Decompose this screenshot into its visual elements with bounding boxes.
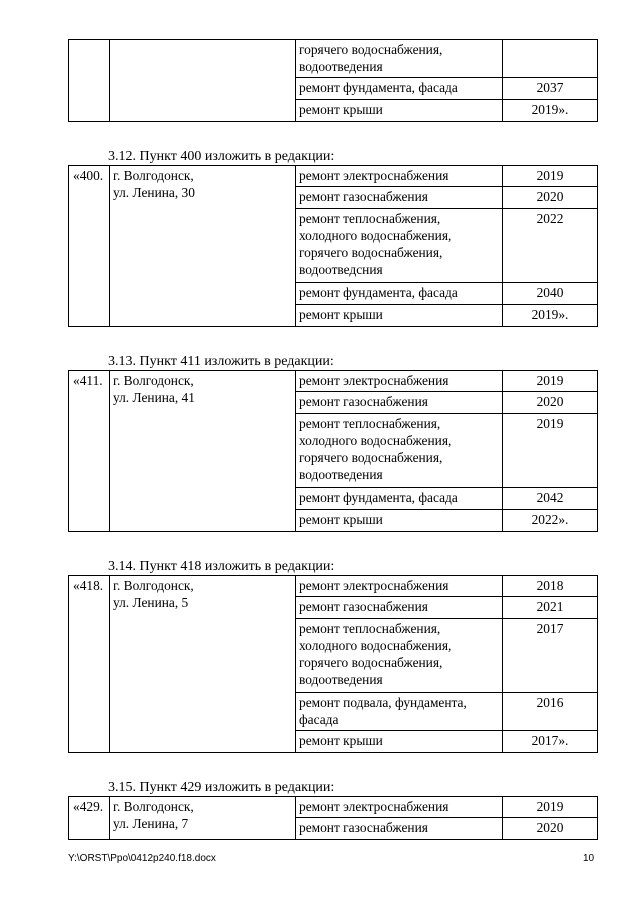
item-number: «429. (69, 797, 110, 840)
work-cell: ремонт теплоснабжения, холодного водоснабжения, горячего водоснабжения, водоотведения (296, 619, 503, 693)
section-table (68, 796, 598, 840)
year-cell (503, 40, 598, 78)
work-cell: ремонт крыши (296, 510, 503, 532)
work-cell: ремонт фундамента, фасада (296, 283, 503, 305)
year-cell: 2019 (503, 166, 598, 187)
continued-table (68, 39, 598, 122)
year-cell: 2040 (503, 283, 598, 305)
table-row (69, 371, 598, 392)
address-cell: г. Волгодонск, ул. Ленина, 41 (110, 371, 296, 532)
section-heading: 3.13. Пункт 411 изложить в редакции: (108, 354, 334, 369)
address-cell: г. Волгодонск, ул. Ленина, 30 (110, 166, 296, 327)
work-cell: ремонт фундамента, фасада (296, 488, 503, 510)
section-table (68, 575, 598, 753)
year-cell: 2021 (503, 597, 598, 619)
item-number: «400. (69, 166, 110, 327)
number-cell (69, 40, 110, 122)
year-cell: 2019 (503, 414, 598, 488)
year-cell: 2019». (503, 100, 598, 122)
work-cell: ремонт подвала, фундамента, фасада (296, 693, 503, 731)
section-heading: 3.14. Пункт 418 изложить в редакции: (108, 559, 335, 574)
page-number: 10 (583, 853, 595, 864)
year-cell: 2020 (503, 392, 598, 414)
work-cell: ремонт теплоснабжения, холодного водоснабжения, горячего водоснабжения, водоотведения (296, 414, 503, 488)
footer-file-path: Y:\ORST\Ppo\0412p240.f18.docx (68, 853, 216, 864)
work-cell: ремонт теплоснабжения, холодного водоснабжения, горячего водоснабжения, водоотведсния (296, 209, 503, 283)
table-row (69, 797, 598, 818)
work-cell: ремонт электроснабжения (296, 797, 503, 818)
section-table (68, 165, 598, 327)
year-cell: 2020 (503, 818, 598, 840)
work-cell: ремонт электроснабжения (296, 371, 503, 392)
year-cell: 2020 (503, 187, 598, 209)
address-cell (110, 40, 296, 122)
work-cell: ремонт крыши (296, 731, 503, 753)
address-cell: г. Волгодонск, ул. Ленина, 7 (110, 797, 296, 840)
work-cell: ремонт электроснабжения (296, 576, 503, 597)
year-cell: 2019». (503, 305, 598, 327)
year-cell: 2022». (503, 510, 598, 532)
work-cell: ремонт крыши (296, 305, 503, 327)
item-number: «411. (69, 371, 110, 532)
table-row (69, 40, 598, 78)
year-cell: 2016 (503, 693, 598, 731)
item-number: «418. (69, 576, 110, 753)
year-cell: 2037 (503, 78, 598, 100)
year-cell: 2022 (503, 209, 598, 283)
work-cell: ремонт газоснабжения (296, 818, 503, 840)
year-cell: 2019 (503, 371, 598, 392)
year-cell: 2017». (503, 731, 598, 753)
table-row (69, 576, 598, 597)
section-table (68, 370, 598, 532)
year-cell: 2018 (503, 576, 598, 597)
year-cell: 2019 (503, 797, 598, 818)
table-row (69, 166, 598, 187)
work-cell: ремонт газоснабжения (296, 392, 503, 414)
year-cell: 2017 (503, 619, 598, 693)
year-cell: 2042 (503, 488, 598, 510)
work-cell: ремонт электроснабжения (296, 166, 503, 187)
work-cell: ремонт фундамента, фасада (296, 78, 503, 100)
address-cell: г. Волгодонск, ул. Ленина, 5 (110, 576, 296, 753)
work-cell: горячего водоснабжения, водоотведения (296, 40, 503, 78)
work-cell: ремонт газоснабжения (296, 597, 503, 619)
work-cell: ремонт газоснабжения (296, 187, 503, 209)
work-cell: ремонт крыши (296, 100, 503, 122)
section-heading: 3.15. Пункт 429 изложить в редакции: (108, 780, 335, 795)
section-heading: 3.12. Пункт 400 изложить в редакции: (108, 149, 335, 164)
